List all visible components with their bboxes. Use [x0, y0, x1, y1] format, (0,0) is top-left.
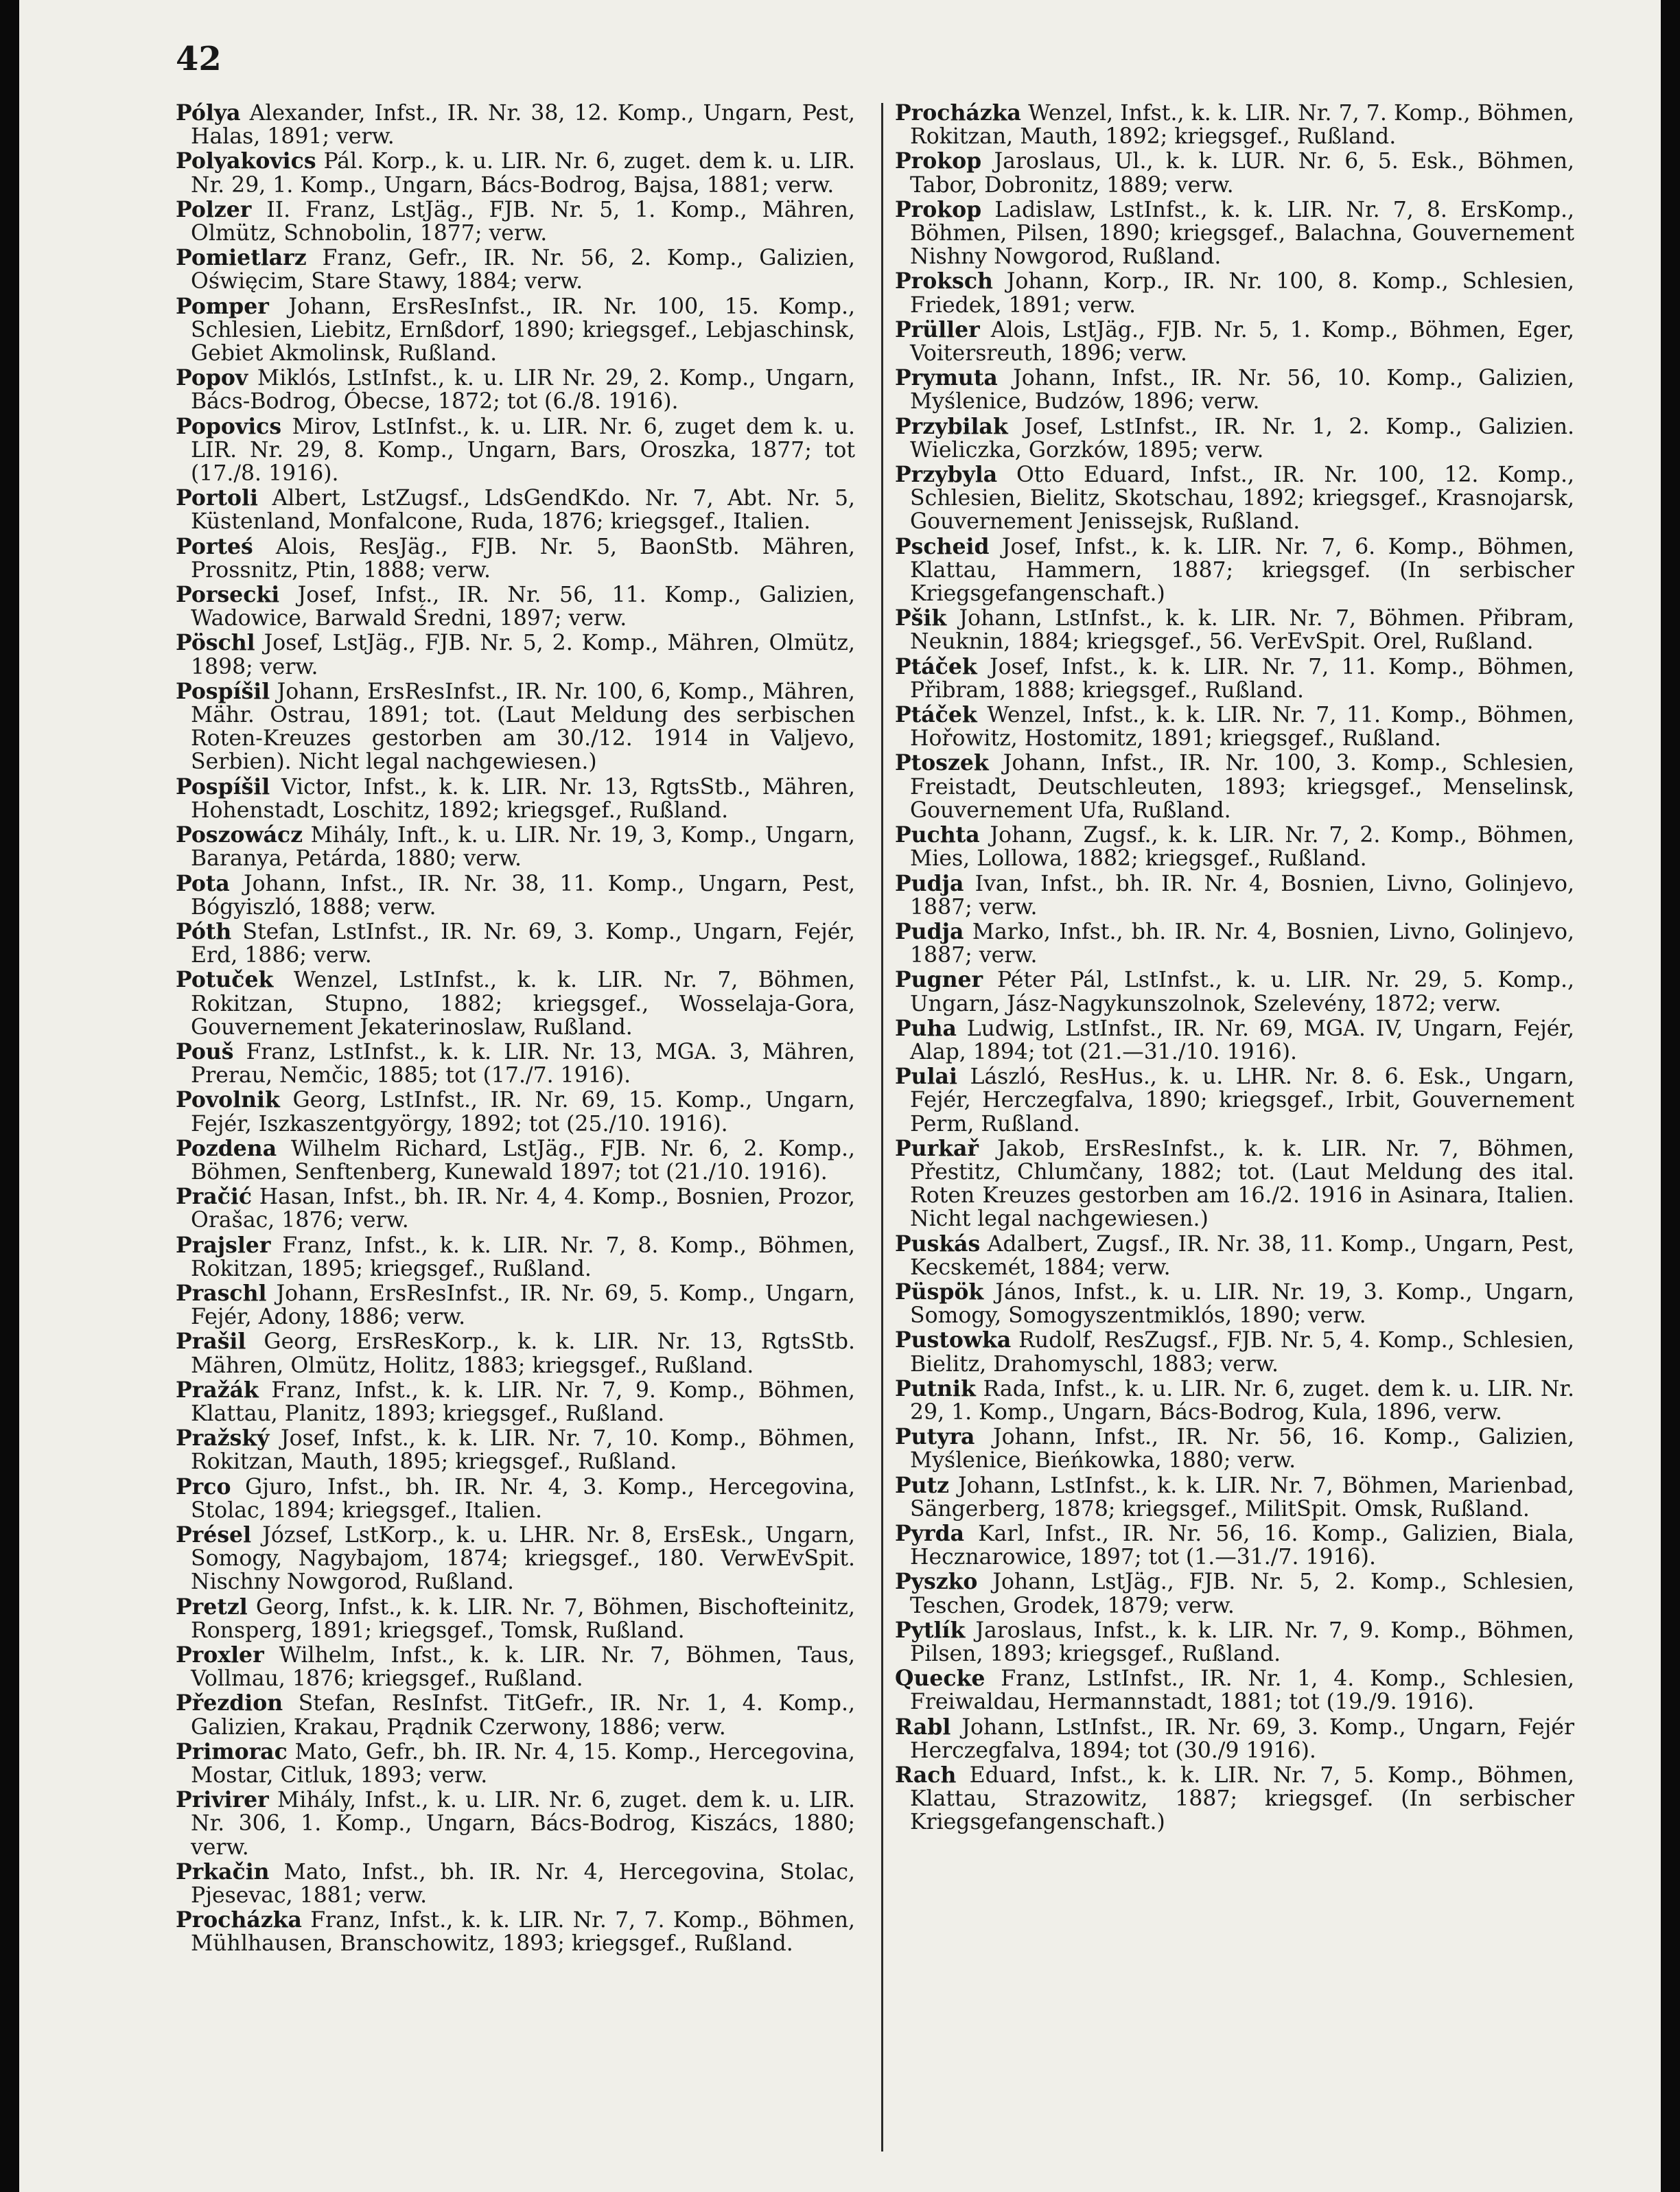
entry-surname: Prokop [895, 148, 982, 174]
list-entry [176, 366, 855, 413]
entry-surname: Pudja [895, 918, 964, 944]
list-entry [895, 415, 1574, 462]
entry-details: Josef, Infst., k. k. LIR. Nr. 7, 6. Komp., Böhmen, Klattau, Hammern, 1887; kriegsgef. (In serbischer Kriegsgefangenschaft.) [910, 534, 1574, 607]
list-entry [895, 198, 1574, 269]
list-entry [176, 1234, 855, 1281]
page-number: 42 [176, 40, 222, 78]
entry-details: Alexander, Infst., IR. Nr. 38, 12. Komp., Ungarn, Pest, Halas, 1891; verw. [191, 101, 856, 150]
list-entry [176, 1788, 855, 1859]
entry-details: Josef, Infst., k. k. LIR. Nr. 7, 11. Komp., Böhmen, Přibram, 1888; kriegsgef., Rußland. [910, 654, 1575, 703]
list-entry [895, 607, 1574, 653]
entry-surname: Putnik [895, 1375, 976, 1401]
entry-details: János, Infst., k. u. LIR. Nr. 19, 3. Komp., Ungarn, Somogy, Somogyszentmiklós, 1890; verw. [910, 1279, 1575, 1329]
entry-details: Johann, ErsResInfst., IR. Nr. 100, 15. Komp., Schlesien, Liebitz, Ernßdorf, 1890; kriegsgef., Lebjaschinsk, Gebiet Akmolinsk, Rußland. [191, 294, 855, 366]
entry-details: Victor, Infst., k. k. LIR. Nr. 13, RgtsStb., Mähren, Hohenstadt, Loschitz, 1892; kriegsgef., Rußland. [191, 774, 855, 823]
entry-surname: Pudja [895, 870, 964, 896]
list-entry [895, 1716, 1574, 1762]
list-entry [176, 150, 855, 196]
entry-details: Georg, LstInfst., IR. Nr. 69, 15. Komp., Ungarn, Fejér, Iszkaszentgyörgy, 1892; tot (25./10. 1916). [191, 1088, 855, 1136]
entry-surname: Porsecki [176, 582, 280, 608]
list-entry [176, 1427, 855, 1473]
entry-details: Josef, LstJäg., FJB. Nr. 5, 2. Komp., Mähren, Olmütz, 1898; verw. [191, 631, 855, 679]
entry-surname: Pólya [176, 100, 241, 126]
list-entry [895, 751, 1574, 822]
list-entry [895, 535, 1574, 606]
list-entry [895, 1764, 1574, 1834]
book-page [19, 0, 1661, 2192]
list-entry [895, 824, 1574, 870]
entry-details: Franz, LstInfst., k. k. LIR. Nr. 13, MGA. 3, Mähren, Prerau, Nemčic, 1885; tot (17./7. 1916). [191, 1039, 855, 1088]
entry-details: Georg, Infst., k. k. LIR. Nr. 7, Böhmen, Bischofteinitz, Ronsperg, 1891; kriegsgef., Tomsk, Rußland. [191, 1594, 855, 1643]
entry-surname: Rach [895, 1762, 957, 1788]
entry-surname: Pytlík [895, 1617, 966, 1643]
left-column [176, 102, 855, 1957]
entry-surname: Prašil [176, 1329, 246, 1355]
entry-details: Rada, Infst., k. u. LIR. Nr. 6, zuget. dem k. u. LIR. Nr. 29, 1. Komp., Ungarn, Bács-Bodrog, Kula, 1896, verw. [910, 1376, 1574, 1425]
entry-surname: Pscheid [895, 533, 990, 559]
entry-surname: Pöschl [176, 630, 255, 656]
entry-details: Johann, LstJäg., FJB. Nr. 5, 2. Komp., Schlesien, Teschen, Grodek, 1879; verw. [910, 1570, 1574, 1618]
list-entry [176, 295, 855, 366]
entry-surname: Ptáček [895, 702, 977, 728]
list-entry [895, 1474, 1574, 1521]
entry-surname: Ptoszek [895, 750, 989, 776]
entry-surname: Przybilak [895, 413, 1008, 439]
entry-surname: Prajsler [176, 1232, 271, 1258]
entry-surname: Pozdena [176, 1135, 277, 1161]
entry-details: Johann, Infst., IR. Nr. 38, 11. Komp., Ungarn, Pest, Bógyiszló, 1888; verw. [191, 871, 856, 920]
entry-surname: Pota [176, 870, 230, 896]
entry-details: Stefan, ResInfst. TitGefr., IR. Nr. 1, 4. Komp., Galizien, Krakau, Prądnik Czerwony, 1886; verw. [191, 1691, 855, 1740]
entry-details: Johann, ErsResInfst., IR. Nr. 69, 5. Komp., Ungarn, Fejér, Adony, 1886; verw. [191, 1281, 855, 1330]
list-entry [895, 366, 1574, 413]
entry-details: Mihály, Inft., k. u. LIR. Nr. 19, 3, Komp., Ungarn, Baranya, Petárda, 1880; verw. [191, 823, 856, 872]
entry-details: Wenzel, LstInfst., k. k. LIR. Nr. 7, Böhmen, Rokitzan, Stupno, 1882; kriegsgef., Wosselaja-Gora, Gouvernement Jekaterinoslaw, Rußland. [191, 968, 855, 1040]
entry-surname: Puha [895, 1015, 957, 1041]
entry-details: Albert, LstZugsf., LdsGendKdo. Nr. 7, Abt. Nr. 5, Küstenland, Monfalcone, Ruda, 1876; kriegsgef., Italien. [191, 486, 855, 535]
entry-surname: Proksch [895, 268, 993, 294]
list-entry [176, 1692, 855, 1738]
entry-surname: Pretzl [176, 1594, 248, 1620]
entry-surname: Polyakovics [176, 148, 316, 174]
entry-surname: Puskás [895, 1231, 981, 1257]
list-entry [895, 920, 1574, 967]
entry-surname: Purkař [895, 1135, 979, 1161]
entry-surname: Pšik [895, 605, 947, 631]
entry-surname: Procházka [895, 100, 1021, 126]
list-entry [176, 920, 855, 967]
entry-surname: Polzer [176, 196, 252, 222]
entry-surname: Póth [176, 918, 232, 944]
entry-details: II. Franz, LstJäg., FJB. Nr. 5, 1. Komp., Mähren, Olmütz, Schnobolin, 1877; verw. [191, 197, 855, 246]
list-entry [176, 1040, 855, 1087]
entry-details: Franz, Infst., k. k. LIR. Nr. 7, 9. Komp., Böhmen, Klattau, Planitz, 1893; kriegsgef., Rußland. [191, 1377, 855, 1426]
entry-surname: Pugner [895, 967, 983, 993]
entry-details: Johann, LstInfst., k. k. LIR. Nr. 7, Böhmen. Přibram, Neuknin, 1884; kriegsgef., 56. VerEvSpit. Orel, Rußland. [910, 606, 1574, 655]
list-entry [895, 270, 1574, 316]
entry-surname: Prkačin [176, 1858, 270, 1885]
list-entry [895, 463, 1574, 534]
entry-details: Johann, LstInfst., k. k. LIR. Nr. 7, Böhmen, Marienbad, Sängerberg, 1878; kriegsgef., MilitSpit. Omsk, Rußland. [910, 1473, 1575, 1521]
entry-details: Georg, ErsResKorp., k. k. LIR. Nr. 13, RgtsStb. Mähren, Olmütz, Holitz, 1883; kriegsgef., Rußland. [191, 1329, 856, 1378]
list-entry [895, 655, 1574, 702]
entry-surname: Přezdion [176, 1690, 283, 1716]
entry-surname: Pomper [176, 293, 269, 319]
list-entry [176, 1088, 855, 1135]
list-entry [895, 150, 1574, 196]
entry-details: Mirov, LstInfst., k. u. LIR. Nr. 6, zuget dem k. u. LIR. Nr. 29, 8. Komp., Ungarn, Bars, Oroszka, 1877; tot (17./8. 1916). [191, 414, 855, 487]
entry-details: Johann, Zugsf., k. k. LIR. Nr. 7, 2. Komp., Böhmen, Mies, Lollowa, 1882; kriegsgef., Rußland. [910, 823, 1574, 872]
entry-details: Franz, LstInfst., IR. Nr. 1, 4. Komp., Schlesien, Freiwaldau, Hermannstadt, 1881; tot (19./9. 1916). [910, 1666, 1575, 1715]
entry-surname: Portoli [176, 485, 258, 511]
list-entry [176, 535, 855, 582]
entry-surname: Przybyla [895, 462, 998, 488]
entry-surname: Pospíšil [176, 678, 270, 704]
entry-details: Mato, Gefr., bh. IR. Nr. 4, 15. Komp., Hercegovina, Mostar, Citluk, 1893; verw. [191, 1739, 855, 1788]
list-entry [176, 1473, 855, 1523]
list-entry [895, 1522, 1574, 1569]
entry-details: László, ResHus., k. u. LHR. Nr. 8. 6. Esk., Ungarn, Fejér, Herczegfalva, 1890; kriegsgef., Irbit, Gouvernement Perm, Rußland. [910, 1064, 1575, 1136]
list-entry [176, 102, 855, 148]
list-entry [895, 1425, 1574, 1472]
entry-surname: Primorac [176, 1738, 288, 1764]
entry-surname: Présel [176, 1521, 252, 1548]
entry-surname: Pražák [176, 1377, 259, 1403]
list-entry [176, 1137, 855, 1184]
entry-surname: Pražský [176, 1425, 270, 1451]
list-entry [895, 1329, 1574, 1375]
list-entry [176, 1644, 855, 1690]
entry-details: Wilhelm Richard, LstJäg., FJB. Nr. 6, 2. Komp., Böhmen, Senftenberg, Kunewald 1897; tot (21./10. 1916). [191, 1136, 855, 1185]
list-entry [895, 872, 1574, 919]
entry-surname: Popov [176, 365, 248, 391]
list-entry [176, 1330, 855, 1377]
entry-surname: Putz [895, 1472, 950, 1498]
entry-details: Ludwig, LstInfst., IR. Nr. 69, MGA. IV, Ungarn, Fejér, Alap, 1894; tot (21.—31./10. 1916). [910, 1016, 1574, 1064]
entry-surname: Prco [176, 1473, 231, 1500]
entry-details: Josef, LstInfst., IR. Nr. 1, 2. Komp., Galizien. Wieliczka, Gorzków, 1895; verw. [910, 414, 1575, 463]
entry-details: Wenzel, Infst., k. k. LIR. Nr. 7, 7. Komp., Böhmen, Rokitzan, Mauth, 1892; kriegsgef., Rußland. [910, 101, 1575, 150]
entry-surname: Pomietlarz [176, 245, 307, 271]
list-entry [895, 1017, 1574, 1064]
list-entry [895, 318, 1574, 365]
entry-surname: Püspök [895, 1279, 984, 1305]
list-entry [176, 1521, 855, 1595]
list-entry [895, 1137, 1574, 1231]
list-entry [176, 1909, 855, 1955]
entry-surname: Ptáček [895, 653, 977, 679]
entry-details: Franz, Infst., k. k. LIR. Nr. 7, 7. Komp., Böhmen, Mühlhausen, Branschowitz, 1893; kriegsgef., Rußland. [191, 1908, 855, 1957]
entry-details: Johann, Infst., IR. Nr. 56, 10. Komp., Galizien, Myślenice, Budzów, 1896; verw. [910, 366, 1575, 415]
list-entry [176, 1379, 855, 1425]
list-entry [895, 1233, 1574, 1279]
entry-details: Adalbert, Zugsf., IR. Nr. 38, 11. Komp., Ungarn, Pest, Kecskemét, 1884; verw. [910, 1231, 1575, 1280]
entry-details: Ladislaw, LstInfst., k. k. LIR. Nr. 7, 8. ErsKomp., Böhmen, Pilsen, 1890; kriegsgef., Balachna, Gouvernement Nishny Nowgorod, Rußland. [910, 197, 1575, 270]
entry-details: Mato, Infst., bh. IR. Nr. 4, Hercegovina, Stolac, Pjesevac, 1881; verw. [191, 1859, 856, 1909]
entry-surname: Prokop [895, 196, 982, 222]
list-entry [176, 968, 855, 1039]
entry-surname: Pustowka [895, 1327, 1012, 1353]
entry-surname: Quecke [895, 1666, 985, 1692]
entry-surname: Pospíšil [176, 773, 270, 800]
entry-details: Johann, Korp., IR. Nr. 100, 8. Komp., Schlesien, Friedek, 1891; verw. [910, 269, 1574, 318]
list-entry [176, 1858, 856, 1909]
entry-details: Johann, ErsResInfst., IR. Nr. 100, 6, Komp., Mähren, Mähr. Ostrau, 1891; tot. (Laut Meldung des serbischen Roten-Kreuzes gestorben am 30./12. 1914 in Valjevo, Serbien). Nicht legal nachgewiesen.) [191, 679, 856, 775]
entry-details: Péter Pál, LstInfst., k. u. LIR. Nr. 29, 5. Komp., Ungarn, Jász-Nagykunszolnok, Szelevény, 1872; verw. [910, 968, 1574, 1016]
entry-details: Josef, Infst., IR. Nr. 56, 11. Komp., Galizien, Wadowice, Barwald Średni, 1897; verw. [191, 583, 856, 631]
entry-details: Wenzel, Infst., k. k. LIR. Nr. 7, 11. Komp., Böhmen, Hořowitz, Hostomitz, 1891; kriegsgef., Rußland. [910, 703, 1574, 751]
entry-details: Rudolf, ResZugsf., FJB. Nr. 5, 4. Komp., Schlesien, Bielitz, Drahomyschl, 1883; verw. [910, 1328, 1574, 1377]
entry-surname: Porteś [176, 533, 253, 559]
list-entry [895, 102, 1574, 148]
list-entry [176, 487, 855, 533]
list-entry [895, 1377, 1574, 1424]
entry-details: Pál. Korp., k. u. LIR. Nr. 6, zuget. dem k. u. LIR. Nr. 29, 1. Komp., Ungarn, Bács-Bodrog, Bajsa, 1881; verw. [191, 149, 856, 198]
list-entry [895, 1065, 1574, 1136]
entry-details: Hasan, Infst., bh. IR. Nr. 4, 4. Komp., Bosnien, Prozor, Orašac, 1876; verw. [191, 1185, 856, 1233]
right-column [895, 102, 1574, 1836]
entry-details: Marko, Infst., bh. IR. Nr. 4, Bosnien, Livno, Golinjevo, 1887; verw. [910, 919, 1574, 968]
entry-surname: Rabl [895, 1714, 951, 1740]
entry-surname: Putyra [895, 1424, 975, 1450]
entry-surname: Prüller [895, 316, 980, 342]
entry-surname: Procházka [176, 1907, 302, 1933]
entry-details: Wilhelm, Infst., k. k. LIR. Nr. 7, Böhmen, Taus, Vollmau, 1876; kriegsgef., Rußland. [191, 1643, 855, 1692]
entry-details: Johann, Infst., IR. Nr. 100, 3. Komp., Schlesien, Freistadt, Deutschleuten, 1893; kriegsgef., Menselinsk, Gouvernement Ufa, Rußland. [910, 751, 1574, 823]
list-entry [176, 1282, 855, 1329]
entry-surname: Potuček [176, 967, 274, 993]
list-entry [176, 198, 855, 245]
entry-details: Josef, Infst., k. k. LIR. Nr. 7, 10. Komp., Böhmen, Rokitzan, Mauth, 1895; kriegsgef., Rußland. [191, 1426, 856, 1475]
list-entry [176, 415, 855, 486]
entry-details: Alois, LstJäg., FJB. Nr. 5, 1. Komp., Böhmen, Eger, Voitersreuth, 1896; verw. [910, 317, 1575, 366]
entry-surname: Proxler [176, 1642, 264, 1668]
entry-surname: Pyszko [895, 1569, 978, 1595]
list-entry [176, 824, 855, 870]
entry-details: Mihály, Infst., k. u. LIR. Nr. 6, zuget. dem k. u. LIR. Nr. 306, 1. Komp., Ungarn, Bács-Bodrog, Kiszács, 1880; verw. [191, 1788, 856, 1860]
list-entry [176, 1596, 855, 1642]
entry-details: Jakob, ErsResInfst., k. k. LIR. Nr. 7, Böhmen, Přestitz, Chlumčany, 1882; tot. (Laut Meldung des ital. Roten Kreuzes gestorben am 16./2. 1916 in Asinara, Italien. Nicht legal nachgewiesen.) [910, 1136, 1574, 1232]
entry-surname: Pyrda [895, 1520, 965, 1546]
entry-details: Jaroslaus, Infst., k. k. LIR. Nr. 7, 9. Komp., Böhmen, Pilsen, 1893; kriegsgef., Rußland. [910, 1618, 1574, 1666]
column-divider [881, 103, 883, 2152]
entry-details: Alois, ResJäg., FJB. Nr. 5, BaonStb. Mähren, Prossnitz, Ptin, 1888; verw. [191, 534, 856, 583]
entry-details: Otto Eduard, Infst., IR. Nr. 100, 12. Komp., Schlesien, Bielitz, Skotschau, 1892; kriegsgef., Krasnojarsk, Gouvernement Jenissejsk, Rußland. [910, 463, 1575, 535]
entry-surname: Poszowácz [176, 822, 303, 848]
entry-details: Karl, Infst., IR. Nr. 56, 16. Komp., Galizien, Biala, Hecznarowice, 1897; tot (1.—31./7. 1916). [910, 1521, 1575, 1570]
entry-surname: Privirer [176, 1787, 269, 1813]
entry-details: Franz, Gefr., IR. Nr. 56, 2. Komp., Galizien, Oświęcim, Stare Stawy, 1884; verw. [191, 246, 855, 294]
entry-surname: Prymuta [895, 365, 998, 391]
entry-details: Johann, LstInfst., IR. Nr. 69, 3. Komp., Ungarn, Fejér Herczegfalva, 1894; tot (30./9 1916). [910, 1714, 1575, 1763]
list-entry [895, 1570, 1574, 1617]
entry-surname: Pulai [895, 1064, 957, 1090]
list-entry [895, 1281, 1574, 1327]
entry-details: József, LstKorp., k. u. LHR. Nr. 8, ErsEsk., Ungarn, Somogy, Nagybajom, 1874; kriegsgef., 180. VerwEvSpit. Nischny Nowgorod, Rußland. [191, 1522, 855, 1595]
list-entry [176, 246, 855, 293]
list-entry [895, 703, 1574, 750]
entry-details: Miklós, LstInfst., k. u. LIR Nr. 29, 2. Komp., Ungarn, Bács-Bodrog, Óbecse, 1872; tot (6./8. 1916). [191, 366, 855, 415]
list-entry [176, 1740, 855, 1787]
entry-surname: Puchta [895, 822, 980, 848]
list-entry [176, 631, 855, 678]
entry-details: Jaroslaus, Ul., k. k. LUR. Nr. 6, 5. Esk., Böhmen, Tabor, Dobronitz, 1889; verw. [910, 149, 1574, 198]
list-entry [895, 1619, 1574, 1666]
list-entry [176, 583, 855, 630]
entry-details: Ivan, Infst., bh. IR. Nr. 4, Bosnien, Livno, Golinjevo, 1887; verw. [910, 871, 1574, 920]
entry-details: Stefan, LstInfst., IR. Nr. 69, 3. Komp., Ungarn, Fejér, Erd, 1886; verw. [191, 919, 855, 968]
list-entry [895, 968, 1574, 1015]
entry-details: Eduard, Infst., k. k. LIR. Nr. 7, 5. Komp., Böhmen, Klattau, Strazowitz, 1887; kriegsgef. (In serbischer Kriegsgefangenschaft.) [910, 1763, 1574, 1835]
entry-surname: Popovics [176, 413, 282, 439]
entry-details: Gjuro, Infst., bh. IR. Nr. 4, 3. Komp., Hercegovina, Stolac, 1894; kriegsgef., Italien. [191, 1474, 855, 1523]
entry-details: Franz, Infst., k. k. LIR. Nr. 7, 8. Komp., Böhmen, Rokitzan, 1895; kriegsgef., Rußland. [191, 1233, 855, 1281]
entry-details: Johann, Infst., IR. Nr. 56, 16. Komp., Galizien, Myślenice, Bieńkowka, 1880; verw. [910, 1425, 1574, 1473]
entry-surname: Praschl [176, 1280, 267, 1306]
list-entry [176, 773, 855, 823]
entry-surname: Pouš [176, 1038, 234, 1064]
list-entry [176, 1185, 855, 1232]
entry-surname: Povolnik [176, 1087, 280, 1113]
list-entry [176, 680, 855, 774]
list-entry [895, 1667, 1574, 1714]
list-entry [176, 872, 855, 919]
entry-surname: Pračić [176, 1184, 253, 1210]
